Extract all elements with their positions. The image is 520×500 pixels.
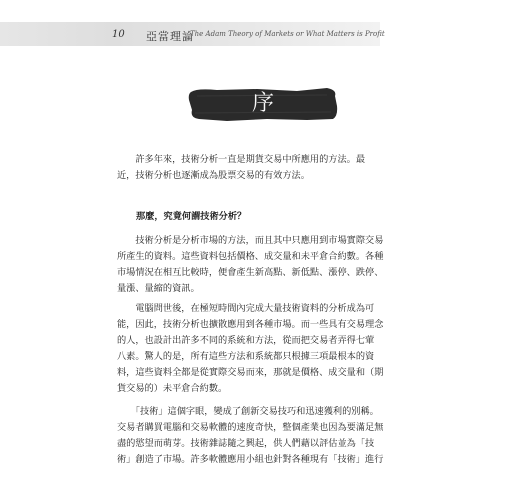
text-line: 「技術」這個字眼，變成了創新交易技巧和迅速獲利的別稱。 — [117, 406, 379, 417]
paragraph-2 — [117, 233, 393, 297]
text-line: 貨交易的）未平倉合約數。 — [117, 383, 228, 394]
text-line: 盡的慾望而萌芽。技術雜誌隨之興起，供人們藉以評估並為「技 — [117, 438, 375, 449]
chapter-heading: 序 — [251, 91, 274, 116]
text-line: 交易者購買電腦和交易軟體的速度奇快，整個產業也因為要滿足無 — [117, 422, 384, 433]
text-line: 能，因此，技術分析也擴散應用到各種市場。而一些具有交易理念 — [117, 319, 384, 330]
text-line: 的人，也設計出許多不同的系統和方法，從而把交易者弄得七葷 — [117, 335, 375, 346]
text-line: 術」創造了市場。許多軟體應用小組也針對各種現有「技術」進行 — [117, 454, 384, 465]
text-line: 技術分析是分析市場的方法，而且其中只應用到市場實際交易 — [117, 235, 384, 246]
text-line: 近，技術分析也逐漸成為股票交易的有效方法。 — [117, 170, 310, 181]
paragraph-1 — [117, 152, 393, 184]
text-line: 料，這些資料全都是從實際交易而來，那就是價格、成交量和（期 — [117, 367, 384, 378]
text-line: 許多年來，技術分析一直是期貨交易中所應用的方法。最 — [117, 154, 366, 165]
text-line: 電腦問世後，在極短時間內完成大量技術資料的分析成為可 — [117, 303, 375, 314]
section-subheading: 那麼，究竟何謂技術分析？ — [136, 211, 247, 222]
page-number: 10 — [112, 29, 125, 40]
text-line: 八素。驚人的是，所有這些方法和系統都只根據三項最根本的資 — [117, 351, 375, 362]
book-subtitle: The Adam Theory of Markets or What Matters is Profit — [190, 30, 385, 38]
text-line: 所產生的資料。這些資料包括價格、成交量和未平倉合約數。各種 — [117, 251, 384, 262]
text-line: 量漲、量縮的資訊。 — [117, 283, 200, 294]
book-title: 亞當理論 — [146, 30, 194, 43]
paragraph-4 — [117, 404, 393, 468]
paragraph-3 — [117, 301, 393, 397]
text-line: 市場情況在相互比較時，便會產生新高點、新低點、漲停、跌停、 — [117, 267, 384, 278]
